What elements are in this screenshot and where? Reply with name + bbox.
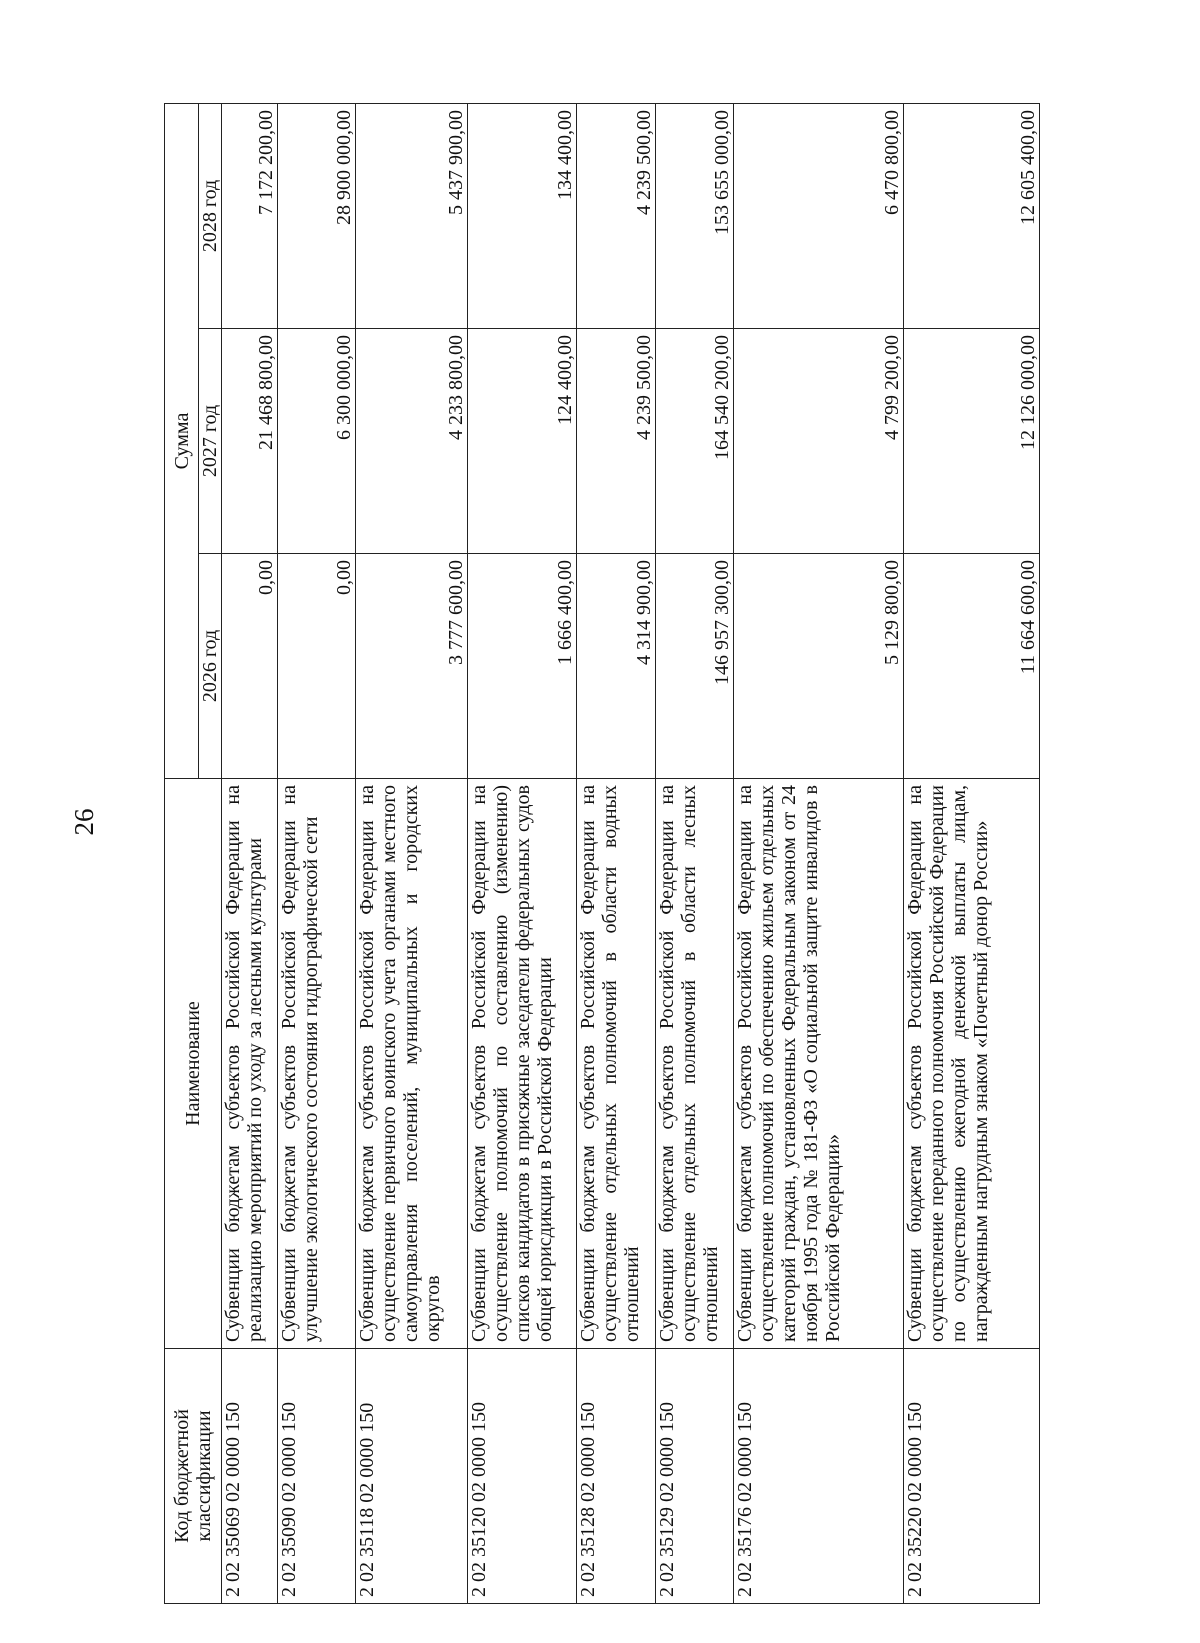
row-name: Субвенции бюджетам субъектов Российской Федерации на осуществление полномочий по составлению (изменению) списков кандидатов в присяжные заседатели федеральных судов общей юрисдикции в Российской Федерации (467, 779, 576, 1349)
row-value-2028: 28 900 000,00 (277, 103, 355, 328)
row-value-2028: 153 655 000,00 (655, 103, 733, 328)
row-value-2027: 4 233 800,00 (356, 329, 468, 554)
row-value-2027: 4 799 200,00 (734, 329, 903, 554)
row-value-2026: 3 777 600,00 (356, 554, 468, 779)
row-code: 2 02 35176 02 0000 150 (734, 1349, 903, 1604)
table-row (467, 103, 576, 1603)
table-row (734, 103, 903, 1603)
row-name: Субвенции бюджетам субъектов Российской Федерации на осуществление первичного воинского учета органами местного самоуправления поселений, муниципальных и городских округов (356, 779, 468, 1349)
row-value-2027: 21 468 800,00 (222, 329, 278, 554)
row-code: 2 02 35220 02 0000 150 (903, 1349, 1039, 1604)
row-value-2028: 4 239 500,00 (577, 103, 655, 328)
page-number: 26 (69, 808, 99, 836)
row-value-2028: 5 437 900,00 (356, 103, 468, 328)
header-year-2026: 2026 год (199, 554, 222, 779)
table-row (222, 103, 278, 1603)
rotated-table-wrapper (164, 104, 1040, 1604)
row-value-2027: 124 400,00 (467, 329, 576, 554)
row-value-2028: 134 400,00 (467, 103, 576, 328)
row-value-2026: 146 957 300,00 (655, 554, 733, 779)
row-value-2026: 1 666 400,00 (467, 554, 576, 779)
row-value-2026: 5 129 800,00 (734, 554, 903, 779)
row-name: Субвенции бюджетам субъектов Российской Федерации на улучшение экологического состояния гидрографической сети (277, 779, 355, 1349)
header-year-2028: 2028 год (199, 103, 222, 328)
row-value-2028: 7 172 200,00 (222, 103, 278, 328)
table-row (577, 103, 655, 1603)
header-name: Наименование (165, 779, 222, 1349)
row-name: Субвенции бюджетам субъектов Российской Федерации на осуществление отдельных полномочий в области лесных отношений (655, 779, 733, 1349)
header-sum: Сумма (165, 103, 199, 778)
row-name: Субвенции бюджетам субъектов Российской Федерации на реализацию мероприятий по уходу за лесными культурами (222, 779, 278, 1349)
row-value-2027: 12 126 000,00 (903, 329, 1039, 554)
row-code: 2 02 35118 02 0000 150 (356, 1349, 468, 1604)
row-value-2028: 6 470 800,00 (734, 103, 903, 328)
row-name: Субвенции бюджетам субъектов Российской Федерации на осуществление отдельных полномочий в области водных отношений (577, 779, 655, 1349)
row-value-2026: 0,00 (277, 554, 355, 779)
row-value-2026: 4 314 900,00 (577, 554, 655, 779)
row-value-2027: 6 300 000,00 (277, 329, 355, 554)
table-row (356, 103, 468, 1603)
row-name: Субвенции бюджетам субъектов Российской Федерации на осуществление переданного полномочия Российской Федерации по осуществлению ежегодной денежной выплаты лицам, награжденным нагрудным знаком «Почетный донор России» (903, 779, 1039, 1349)
row-code: 2 02 35120 02 0000 150 (467, 1349, 576, 1604)
row-code: 2 02 35129 02 0000 150 (655, 1349, 733, 1604)
row-value-2026: 11 664 600,00 (903, 554, 1039, 779)
row-value-2027: 4 239 500,00 (577, 329, 655, 554)
row-code: 2 02 35128 02 0000 150 (577, 1349, 655, 1604)
budget-table (164, 103, 1040, 1604)
table-row (277, 103, 355, 1603)
row-code: 2 02 35069 02 0000 150 (222, 1349, 278, 1604)
header-year-2027: 2027 год (199, 329, 222, 554)
header-code: Код бюджетной классификации (165, 1349, 222, 1604)
row-value-2027: 164 540 200,00 (655, 329, 733, 554)
row-value-2028: 12 605 400,00 (903, 103, 1039, 328)
row-name: Субвенции бюджетам субъектов Российской Федерации на осуществление полномочий по обеспечению жильем отдельных категорий граждан, установленных Федеральным законом от 24 ноября 1995 года № 181-ФЗ «О социальной защите инвалидов в Российской Федерации» (734, 779, 903, 1349)
row-value-2026: 0,00 (222, 554, 278, 779)
table-row (655, 103, 733, 1603)
table-row (903, 103, 1039, 1603)
row-code: 2 02 35090 02 0000 150 (277, 1349, 355, 1604)
